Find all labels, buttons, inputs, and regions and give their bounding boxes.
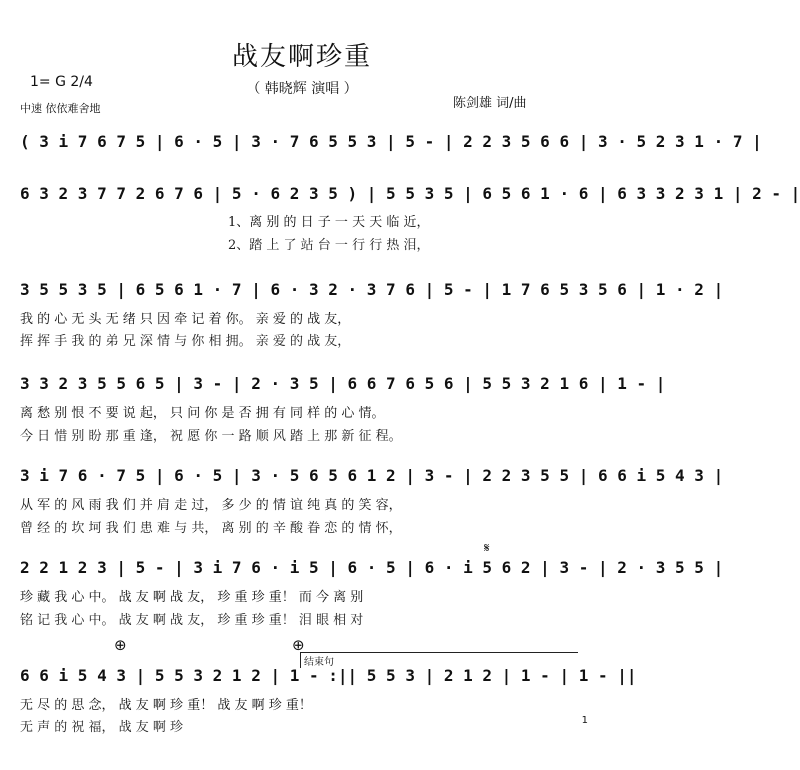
segno-sign: 𝄋 [484,541,490,556]
notation-row-4: 3 3 2 3 5 5 6 5 | 3 - | 2 · 3 5 | 6 6 7 6 5 6 | 5 5 3 2 1 6 | 1 - | [20,374,666,393]
lyrics-row-3-verse-1: 我 的 心 无 头 无 绪 只 因 牵 记 着 你。 亲 爱 的 战 友， [20,312,351,327]
notation-row-1: ( 3 i 7 6 7 5 | 6 · 5 | 3 · 7 6 5 5 3 | 5 - | 2 2 3 5 6 6 | 3 · 5 2 3 1 · 7 | [20,132,762,151]
coda-sign-left: ⊕ [114,636,127,654]
lyrics-row-4-verse-1: 离 愁 别 恨 不 要 说 起， 只 问 你 是 否 拥 有 同 样 的 心 情。 [20,406,385,421]
notation-row-6: 2 2 1 2 3 | 5 - | 3 i 7 6 · i 5 | 6 · 5 | 6 · i 5 6 2 | 3 - | 2 · 3 5 5 | [20,558,724,577]
composer-credit: 陈剑雄 词/曲 [453,96,527,111]
singer-credit: （ 韩晓辉 演唱 ） [246,81,358,97]
song-title: 战友啊珍重 [231,42,372,72]
tempo-marking: 中速 依依难舍地 [20,102,101,115]
lyrics-row-3-verse-2: 挥 挥 手 我 的 弟 兄 深 情 与 你 相 拥。 亲 爱 的 战 友， [20,334,351,349]
key-signature: 1= G 2/4 [30,74,93,90]
notation-row-5: 3 i 7 6 · 7 5 | 6 · 5 | 3 · 5 6 5 6 1 2 | 3 - | 2 2 3 5 5 | 6 6 i 5 4 3 | [20,466,724,485]
lyrics-row-2-verse-1: 1、离 别 的 日 子 一 天 天 临 近， [228,215,430,230]
lyrics-row-6-verse-1: 珍 藏 我 心 中。 战 友 啊 战 友， 珍 重 珍 重！ 而 今 离 别 [20,590,364,605]
notation-row-2: 6 3 2 3 7 7 2 6 7 6 | 5 · 6 2 3 5 ) | 5 5 3 5 | 6 5 6 1 · 6 | 6 3 3 2 3 1 | 2 - | [20,184,800,203]
lyrics-row-5-verse-2: 曾 经 的 坎 坷 我 们 患 难 与 共， 离 别 的 辛 酸 眷 恋 的 情 怀， [20,521,402,536]
lyrics-row-4-verse-2: 今 日 惜 别 盼 那 重 逢， 祝 愿 你 一 路 顺 风 踏 上 那 新 征 程。 [20,429,402,444]
notation-row-3: 3 5 5 3 5 | 6 5 6 1 · 7 | 6 · 3 2 · 3 7 6 | 5 - | 1 7 6 5 3 5 6 | 1 · 2 | [20,280,724,299]
lyrics-row-7-verse-1: 无 尽 的 思 念， 战 友 啊 珍 重！ 战 友 啊 珍 重！ [20,698,312,713]
notation-row-7: 6 6 i 5 4 3 | 5 5 3 2 1 2 | 1 - :|| 5 5 3 | 2 1 2 | 1 - | 1 - || [20,666,637,685]
lyrics-row-7-verse-2: 无 声 的 祝 福， 战 友 啊 珍 [20,720,184,735]
coda-sign-right: ⊕ [292,636,305,654]
page-number: 1 [581,715,588,726]
lyrics-row-5-verse-1: 从 军 的 风 雨 我 们 并 肩 走 过， 多 少 的 情 谊 纯 真 的 笑 容， [20,498,402,513]
lyrics-row-2-verse-2: 2、踏 上 了 站 台 一 行 行 热 泪， [228,238,430,253]
ending-bracket-label: 结束句 [300,652,578,668]
lyrics-row-6-verse-2: 铭 记 我 心 中。 战 友 啊 战 友， 珍 重 珍 重！ 泪 眼 相 对 [20,613,364,628]
